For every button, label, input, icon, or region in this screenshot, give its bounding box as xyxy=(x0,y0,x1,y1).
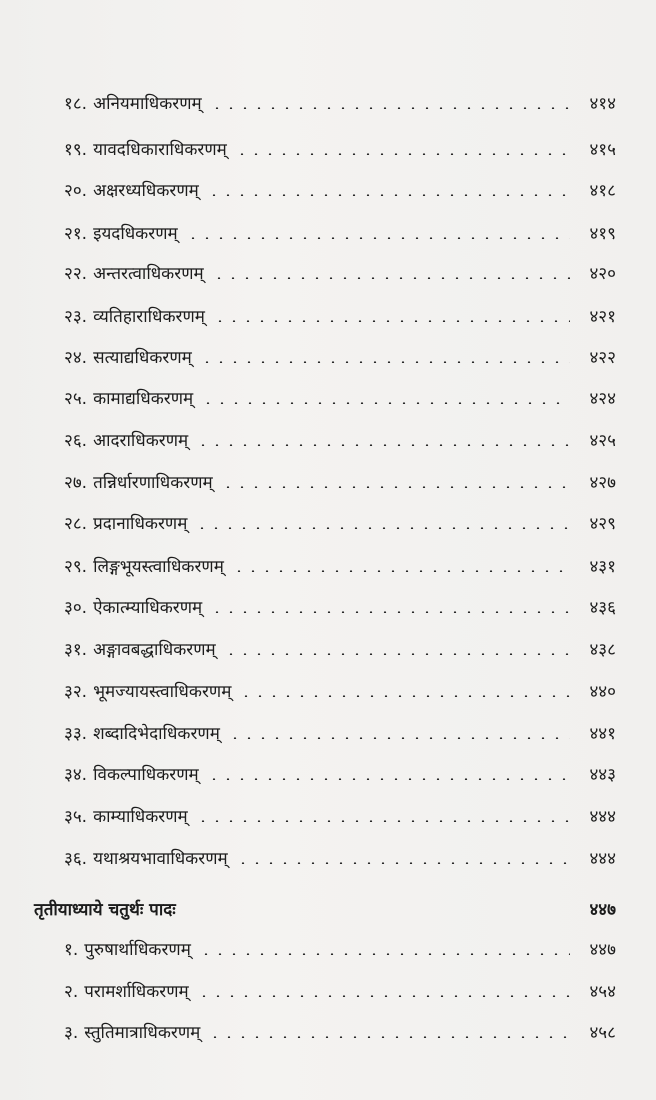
entry-title: यथाश्रयभावाधिकरणम् xyxy=(93,848,228,869)
entry-number: २४. xyxy=(64,347,88,368)
toc-entry xyxy=(64,300,616,330)
entry-page: ४१८ xyxy=(589,180,616,201)
dot-leader xyxy=(233,153,570,155)
entry-number: ३. xyxy=(64,1022,79,1043)
section-heading xyxy=(34,893,616,923)
entry-page: ४३६ xyxy=(589,597,616,618)
section-page: ४४७ xyxy=(589,899,616,920)
entry-number: २५. xyxy=(64,388,88,409)
dot-leader xyxy=(195,995,570,997)
dot-leader xyxy=(211,320,570,322)
entry-title: विकल्पाधिकरणम् xyxy=(93,764,199,785)
toc-entry xyxy=(64,382,616,412)
entry-title: पुरुषार्थाधिकरणम् xyxy=(84,939,191,960)
entry-page: ४२२ xyxy=(589,347,616,368)
toc-entry xyxy=(64,1016,616,1046)
toc-entry xyxy=(64,758,616,788)
entry-number: १९. xyxy=(64,139,88,160)
dot-leader xyxy=(194,444,570,446)
entry-title: प्रदानाधिकरणम् xyxy=(93,513,188,534)
entry-number: ३५. xyxy=(64,806,88,827)
entry-number: २६. xyxy=(64,430,88,451)
dot-leader xyxy=(230,570,570,572)
entry-title: ऐकात्म्याधिकरणम् xyxy=(93,597,203,618)
dot-leader xyxy=(219,486,570,488)
toc-entry xyxy=(64,800,616,830)
entry-number: २९. xyxy=(64,556,88,577)
toc-entry xyxy=(64,591,616,621)
entry-number: २१. xyxy=(64,223,88,244)
toc-entry xyxy=(64,633,616,663)
entry-page: ४३८ xyxy=(589,639,616,660)
entry-number: २३. xyxy=(64,306,88,327)
entry-page: ४१५ xyxy=(589,139,616,160)
entry-page: ४४४ xyxy=(589,848,616,869)
entry-page: ४३१ xyxy=(589,556,616,577)
entry-title: आदराधिकरणम् xyxy=(93,430,189,451)
entry-page: ४४४ xyxy=(589,806,616,827)
entry-page: ४१९ xyxy=(589,223,616,244)
toc-entry xyxy=(64,842,616,872)
dot-leader xyxy=(193,527,570,529)
entry-number: २८. xyxy=(64,513,88,534)
entry-page: ४४३ xyxy=(589,764,616,785)
entry-number: १८. xyxy=(64,93,88,114)
entry-number: १. xyxy=(64,939,79,960)
dot-leader xyxy=(205,194,570,196)
toc-entry xyxy=(64,217,616,247)
entry-title: अङ्गावबद्धाधिकरणम् xyxy=(93,639,216,660)
entry-title: तन्निर्धारणाधिकरणम् xyxy=(93,472,213,493)
toc-entry xyxy=(64,424,616,454)
entry-number: २२. xyxy=(64,263,88,284)
entry-number: ३४. xyxy=(64,764,88,785)
toc-entry xyxy=(64,550,616,580)
dot-leader xyxy=(237,695,570,697)
dot-leader xyxy=(234,862,570,864)
toc-entry xyxy=(64,933,616,963)
toc-entry xyxy=(64,87,616,117)
entry-number: २०. xyxy=(64,180,88,201)
entry-page: ४५४ xyxy=(589,981,616,1002)
dot-leader xyxy=(199,402,570,404)
entry-title: शब्दादिभेदाधिकरणम् xyxy=(93,723,220,744)
dot-leader xyxy=(222,653,570,655)
entry-page: ४४० xyxy=(589,681,616,702)
dot-leader xyxy=(226,737,570,739)
toc-entry xyxy=(64,174,616,204)
entry-number: ३६. xyxy=(64,848,88,869)
toc-entry xyxy=(64,717,616,747)
entry-title: यावदधिकाराधिकरणम् xyxy=(93,139,227,160)
dot-leader xyxy=(197,953,570,955)
entry-title: व्यतिहाराधिकरणम् xyxy=(93,306,205,327)
dot-leader xyxy=(194,820,570,822)
entry-page: ४४१ xyxy=(589,723,616,744)
entry-page: ४२१ xyxy=(589,306,616,327)
entry-title: काम्याधिकरणम् xyxy=(93,806,188,827)
entry-title: अनियमाधिकरणम् xyxy=(93,93,202,114)
entry-number: ३०. xyxy=(64,597,88,618)
section-title: तृतीयाध्याये चतुर्थः पादः xyxy=(34,899,176,920)
entry-number: ३३. xyxy=(64,723,88,744)
entry-page: ४५८ xyxy=(589,1022,616,1043)
entry-page: ४१४ xyxy=(589,93,616,114)
entry-title: कामाद्यधिकरणम् xyxy=(93,388,194,409)
entry-title: भूमज्यायस्त्वाधिकरणम् xyxy=(93,681,232,702)
dot-leader xyxy=(210,277,570,279)
toc-entry xyxy=(64,675,616,705)
entry-title: स्तुतिमात्राधिकरणम् xyxy=(84,1022,201,1043)
dot-leader xyxy=(184,237,570,239)
entry-page: ४२५ xyxy=(589,430,616,451)
dot-leader xyxy=(206,1036,570,1038)
toc-entry xyxy=(64,133,616,163)
toc-entry xyxy=(64,507,616,537)
entry-title: अक्षरध्यधिकरणम् xyxy=(93,180,199,201)
entry-page: ४४७ xyxy=(589,939,616,960)
entry-title: परामर्शाधिकरणम् xyxy=(84,981,189,1002)
toc-entry xyxy=(64,341,616,371)
entry-number: ३२. xyxy=(64,681,88,702)
entry-page: ४२९ xyxy=(589,513,616,534)
dot-leader xyxy=(208,611,570,613)
entry-page: ४२० xyxy=(589,263,616,284)
dot-leader xyxy=(198,361,570,363)
toc-entry xyxy=(64,257,616,287)
entry-page: ४२४ xyxy=(589,388,616,409)
toc-entry xyxy=(64,975,616,1005)
entry-title: अन्तरत्वाधिकरणम् xyxy=(93,263,204,284)
dot-leader xyxy=(208,107,570,109)
entry-number: ३१. xyxy=(64,639,88,660)
entry-page: ४२७ xyxy=(589,472,616,493)
dot-leader xyxy=(205,778,570,780)
entry-title: सत्याद्यधिकरणम् xyxy=(93,347,192,368)
toc-entry xyxy=(64,466,616,496)
entry-number: २. xyxy=(64,981,79,1002)
entry-number: २७. xyxy=(64,472,88,493)
entry-title: लिङ्गभूयस्त्वाधिकरणम् xyxy=(93,556,224,577)
entry-title: इयदधिकरणम् xyxy=(93,223,178,244)
